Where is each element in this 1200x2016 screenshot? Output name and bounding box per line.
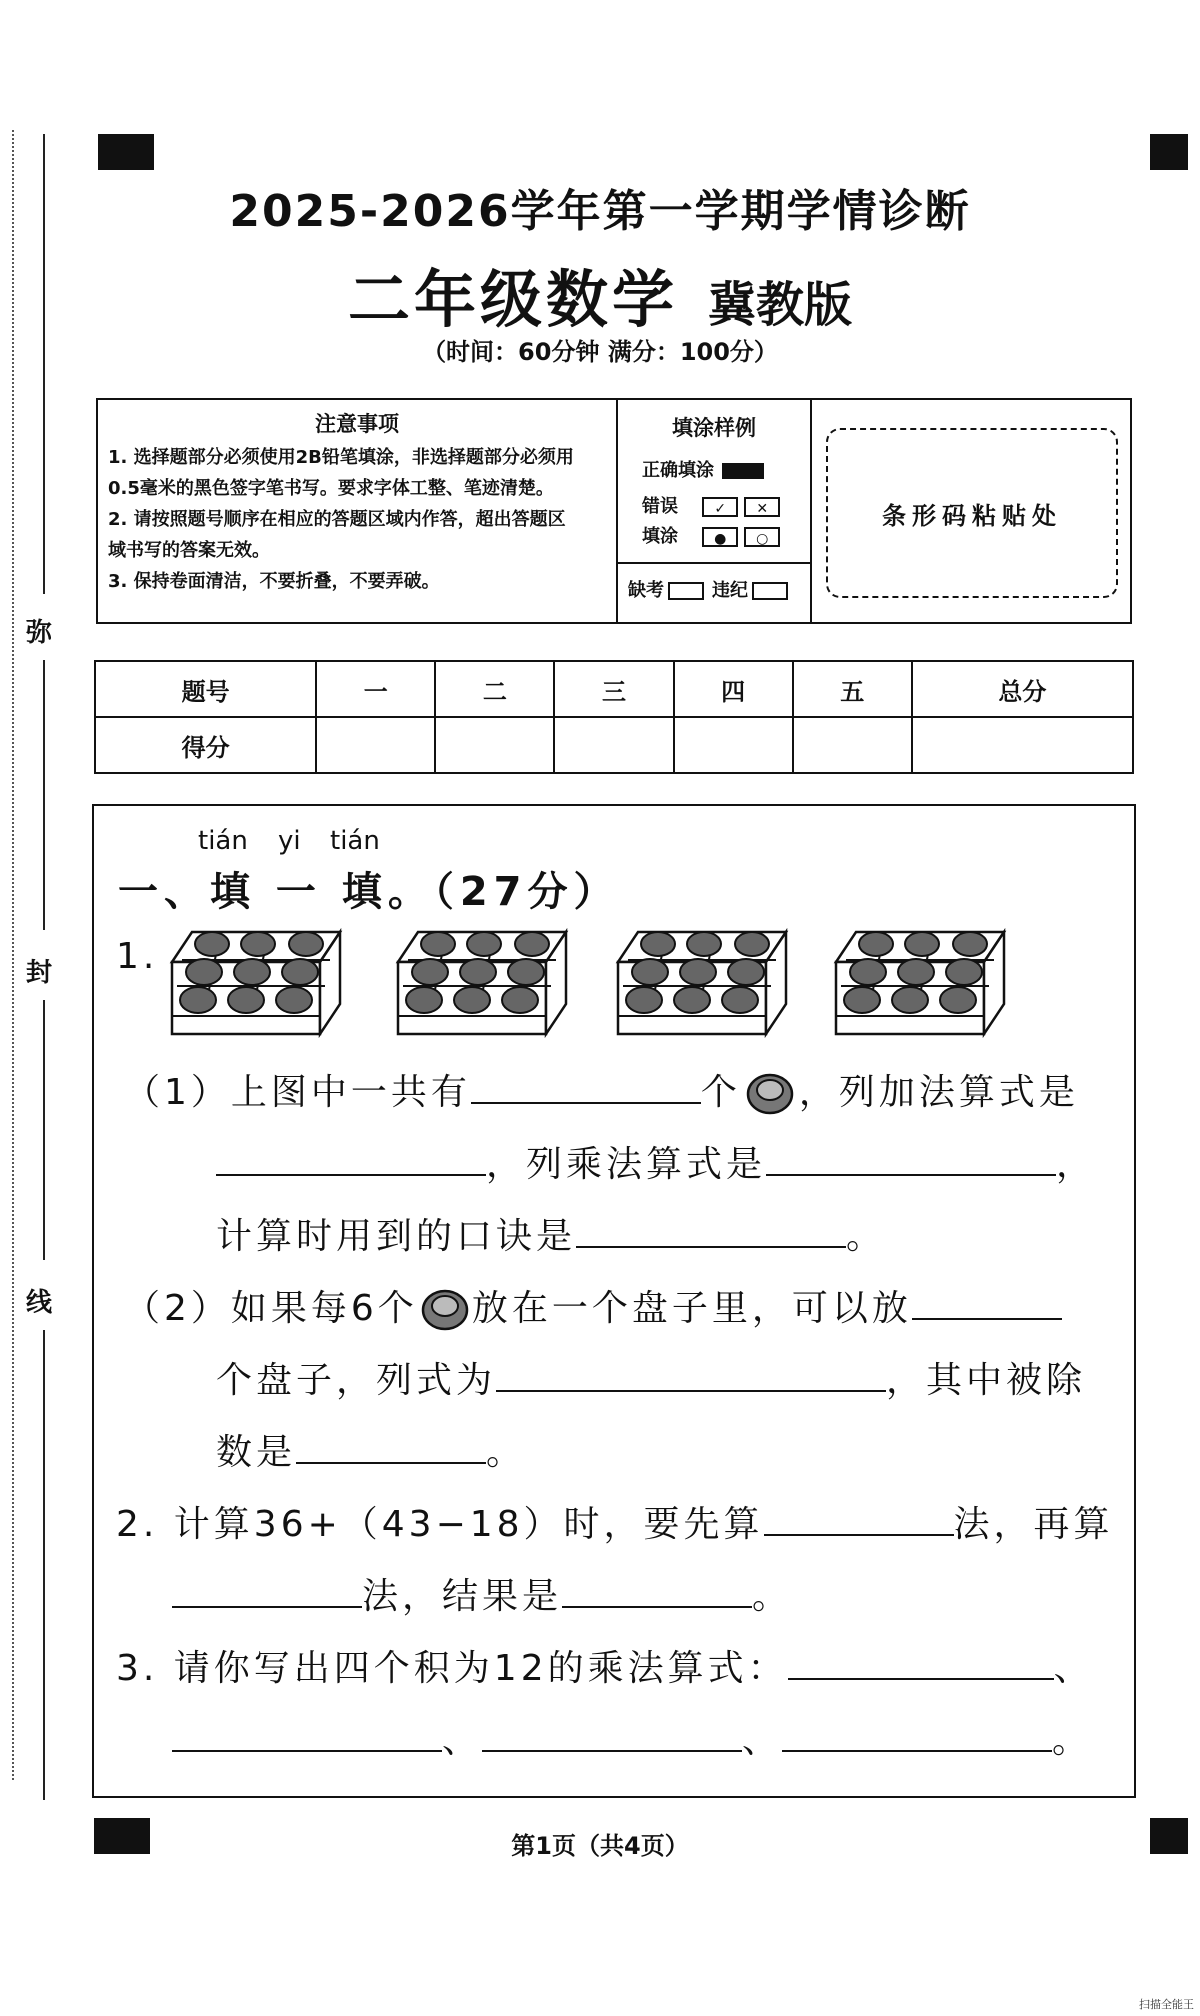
mooncake-icon xyxy=(745,1072,795,1116)
q1-1-text: 个 xyxy=(700,1072,741,1113)
pinyin-tian: tián xyxy=(198,826,248,856)
edition-label: 冀教版 xyxy=(708,277,853,333)
score-cell: 四 xyxy=(674,661,793,717)
hollow-circle-icon: ○ xyxy=(744,527,780,547)
barcode-area xyxy=(826,428,1118,598)
q1-2-text: 数是 xyxy=(216,1432,297,1473)
q2-text: 法，再算 xyxy=(953,1504,1114,1545)
q1-2-text: 。 xyxy=(486,1432,527,1473)
q3-sep: 、 xyxy=(442,1720,483,1761)
q2-text: 。 xyxy=(752,1576,793,1617)
page-footer: 第1页（共4页） xyxy=(511,1832,689,1860)
answer-blank[interactable] xyxy=(764,1504,954,1536)
q3-end: 。 xyxy=(1052,1720,1093,1761)
question-number: 1. xyxy=(116,936,159,977)
q1-1-line3 xyxy=(216,1208,886,1259)
notice-box xyxy=(96,398,1132,624)
wrong-fill-label-2: 填涂 xyxy=(642,526,678,547)
margin-char-feng: 封 xyxy=(26,958,53,988)
absent-checkbox[interactable] xyxy=(668,582,704,600)
q1-1-text: 。 xyxy=(846,1216,887,1257)
mooncake-boxes-image xyxy=(160,920,1020,1040)
score-input-cell[interactable] xyxy=(435,717,554,773)
notice-item: 2. 请按照题号顺序在相应的答题区域内作答，超出答题区 xyxy=(108,509,566,530)
notice-item: 3. 保持卷面清洁，不要折叠，不要弄破。 xyxy=(108,571,440,592)
answer-blank[interactable] xyxy=(912,1288,1062,1320)
q1-2-text: 个盘子，列式为 xyxy=(216,1360,497,1401)
q2-text: 2. 计算36+（43−18）时，要先算 xyxy=(116,1504,764,1545)
q1-1-text: ，列加法算式是 xyxy=(798,1072,1079,1113)
score-input-cell[interactable] xyxy=(316,717,435,773)
score-input-cell[interactable] xyxy=(793,717,912,773)
score-input-cell[interactable] xyxy=(912,717,1133,773)
q2-line1 xyxy=(116,1496,1114,1547)
answer-blank[interactable] xyxy=(766,1144,1056,1176)
wrong-fill-row-2 xyxy=(642,522,780,548)
violation-label: 违纪 xyxy=(712,580,748,601)
time-info: （时间：60分钟 满分：100分） xyxy=(422,338,778,366)
section-title: 一、填 一 填。（27分） xyxy=(118,869,620,915)
q3-line2 xyxy=(172,1712,1092,1763)
answer-blank[interactable] xyxy=(296,1432,486,1464)
answer-blank[interactable] xyxy=(562,1576,752,1608)
q1-2-line2 xyxy=(216,1352,1086,1403)
score-table-score-row xyxy=(95,717,1133,773)
score-cell: 总分 xyxy=(912,661,1133,717)
q2-line2 xyxy=(172,1568,792,1619)
score-input-cell[interactable] xyxy=(674,717,793,773)
score-cell: 一 xyxy=(316,661,435,717)
q2-text: 法，结果是 xyxy=(362,1576,563,1617)
q1-1-line2 xyxy=(216,1136,1096,1187)
answer-blank[interactable] xyxy=(788,1648,1054,1680)
answer-blank[interactable] xyxy=(172,1576,362,1608)
q3-line1 xyxy=(116,1640,1094,1691)
registration-mark-top-left xyxy=(98,134,154,170)
answer-blank[interactable] xyxy=(782,1720,1052,1752)
binding-dotted-line xyxy=(12,130,14,1780)
q1-1-text: （1）上图中一共有 xyxy=(124,1072,471,1113)
fill-sample-column xyxy=(618,400,812,622)
barcode-label: 条形码粘贴处 xyxy=(882,501,1062,530)
mooncake-icon xyxy=(420,1288,470,1332)
answer-blank[interactable] xyxy=(471,1072,701,1104)
correct-fill-row xyxy=(642,456,764,482)
wrong-fill-label: 错误 xyxy=(642,496,678,517)
score-cell: 三 xyxy=(554,661,673,717)
answer-blank[interactable] xyxy=(496,1360,886,1392)
registration-mark-top-right xyxy=(1150,134,1188,170)
q3-text: 3. 请你写出四个积为12的乘法算式： xyxy=(116,1648,788,1689)
q1-1-line1 xyxy=(124,1064,1079,1116)
absent-label: 缺考 xyxy=(628,580,664,601)
binding-line-segment xyxy=(43,1000,45,1260)
score-table-header-row xyxy=(95,661,1133,717)
fill-sample-title: 填涂样例 xyxy=(672,416,756,440)
notice-item: 0.5毫米的黑色签字笔书写。要求字体工整、笔迹清楚。 xyxy=(108,478,554,499)
notice-item: 域书写的答案无效。 xyxy=(108,540,270,561)
check-mark-icon: ✓ xyxy=(702,497,738,517)
wrong-fill-row xyxy=(642,492,780,518)
q1-2-text: ，其中被除 xyxy=(886,1360,1087,1401)
score-cell: 五 xyxy=(793,661,912,717)
cross-mark-icon: ✕ xyxy=(744,497,780,517)
correct-fill-sample xyxy=(722,463,764,479)
violation-checkbox[interactable] xyxy=(752,582,788,600)
notice-column xyxy=(98,400,618,622)
q1-2-line1 xyxy=(124,1280,1062,1332)
notice-heading: 注意事项 xyxy=(315,412,399,436)
scanner-watermark: 扫描全能王 xyxy=(1139,1998,1194,2011)
subject-line xyxy=(0,250,1200,339)
margin-char-xian: 线 xyxy=(26,1288,53,1318)
absent-violation-row xyxy=(628,576,796,602)
answer-blank[interactable] xyxy=(482,1720,742,1752)
score-cell: 题号 xyxy=(95,661,316,717)
q3-sep: 、 xyxy=(1053,1648,1094,1689)
subject-title: 二年级数学 xyxy=(347,263,678,336)
binding-line-segment xyxy=(43,660,45,930)
score-cell: 得分 xyxy=(95,717,316,773)
q1-1-text: ， xyxy=(1056,1144,1097,1185)
q1-2-text: （2）如果每6个 xyxy=(124,1288,418,1329)
notice-item: 1. 选择题部分必须使用2B铅笔填涂，非选择题部分必须用 xyxy=(108,447,574,468)
filled-dot-icon: ● xyxy=(702,527,738,547)
exam-title: 2025-2026学年第一学期学情诊断 xyxy=(229,186,971,237)
q1-1-text: 计算时用到的口诀是 xyxy=(216,1216,577,1257)
q1-2-line3 xyxy=(216,1424,526,1475)
q1-1-text: ，列乘法算式是 xyxy=(486,1144,767,1185)
answer-blank[interactable] xyxy=(172,1720,442,1752)
divider xyxy=(618,562,810,564)
pinyin-tian: tián xyxy=(330,826,380,856)
binding-line-segment xyxy=(43,1330,45,1800)
answer-blank[interactable] xyxy=(216,1144,486,1176)
score-input-cell[interactable] xyxy=(554,717,673,773)
score-cell: 二 xyxy=(435,661,554,717)
margin-char-mi: 弥 xyxy=(26,618,53,648)
score-table xyxy=(94,660,1134,774)
pinyin-yi: yi xyxy=(278,826,301,856)
q1-2-text: 放在一个盘子里，可以放 xyxy=(471,1288,912,1329)
q3-sep: 、 xyxy=(742,1720,783,1761)
correct-fill-label: 正确填涂 xyxy=(642,460,714,481)
answer-blank[interactable] xyxy=(576,1216,846,1248)
